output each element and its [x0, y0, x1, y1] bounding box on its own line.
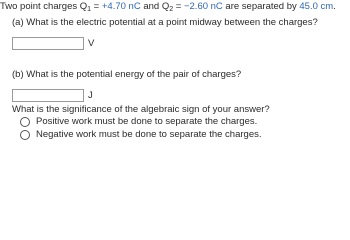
option-label: Negative work must be done to separate the charges.	[36, 129, 262, 140]
problem-intro: Two point charges Q	[0, 1, 88, 12]
radio-button-icon[interactable]	[20, 117, 30, 127]
part-b-answer-row	[12, 89, 93, 102]
and-q-text: and Q	[140, 1, 170, 12]
period: .	[333, 1, 336, 12]
q1-value: +4.70 nC	[101, 1, 141, 12]
part-a-question: (a) What is the electric potential at a point midway between the charges?	[12, 17, 318, 28]
part-b-unit: J	[88, 90, 93, 101]
problem-statement	[0, 1, 336, 13]
part-b-answer-input[interactable]	[12, 89, 84, 102]
option-negative-work[interactable]	[20, 129, 262, 140]
option-positive-work[interactable]	[20, 116, 257, 127]
q2-subscript: 2	[169, 6, 174, 13]
part-b-question: (b) What is the potential energy of the pair of charges?	[12, 69, 242, 80]
q1-subscript: 1	[87, 6, 92, 13]
part-a-answer-input[interactable]	[12, 37, 84, 50]
significance-question: What is the significance of the algebraic sign of your answer?	[12, 104, 270, 115]
radio-button-icon[interactable]	[20, 130, 30, 140]
equals-sign: =	[173, 1, 184, 12]
distance-value: 45.0 cm	[299, 1, 334, 12]
q2-value: −2.60 nC	[183, 1, 223, 12]
separated-text: are separated by	[222, 1, 300, 12]
option-label: Positive work must be done to separate the charges.	[36, 116, 258, 127]
equals-sign: =	[91, 1, 102, 12]
part-a-unit: V	[88, 38, 95, 49]
part-a-answer-row	[12, 37, 94, 50]
